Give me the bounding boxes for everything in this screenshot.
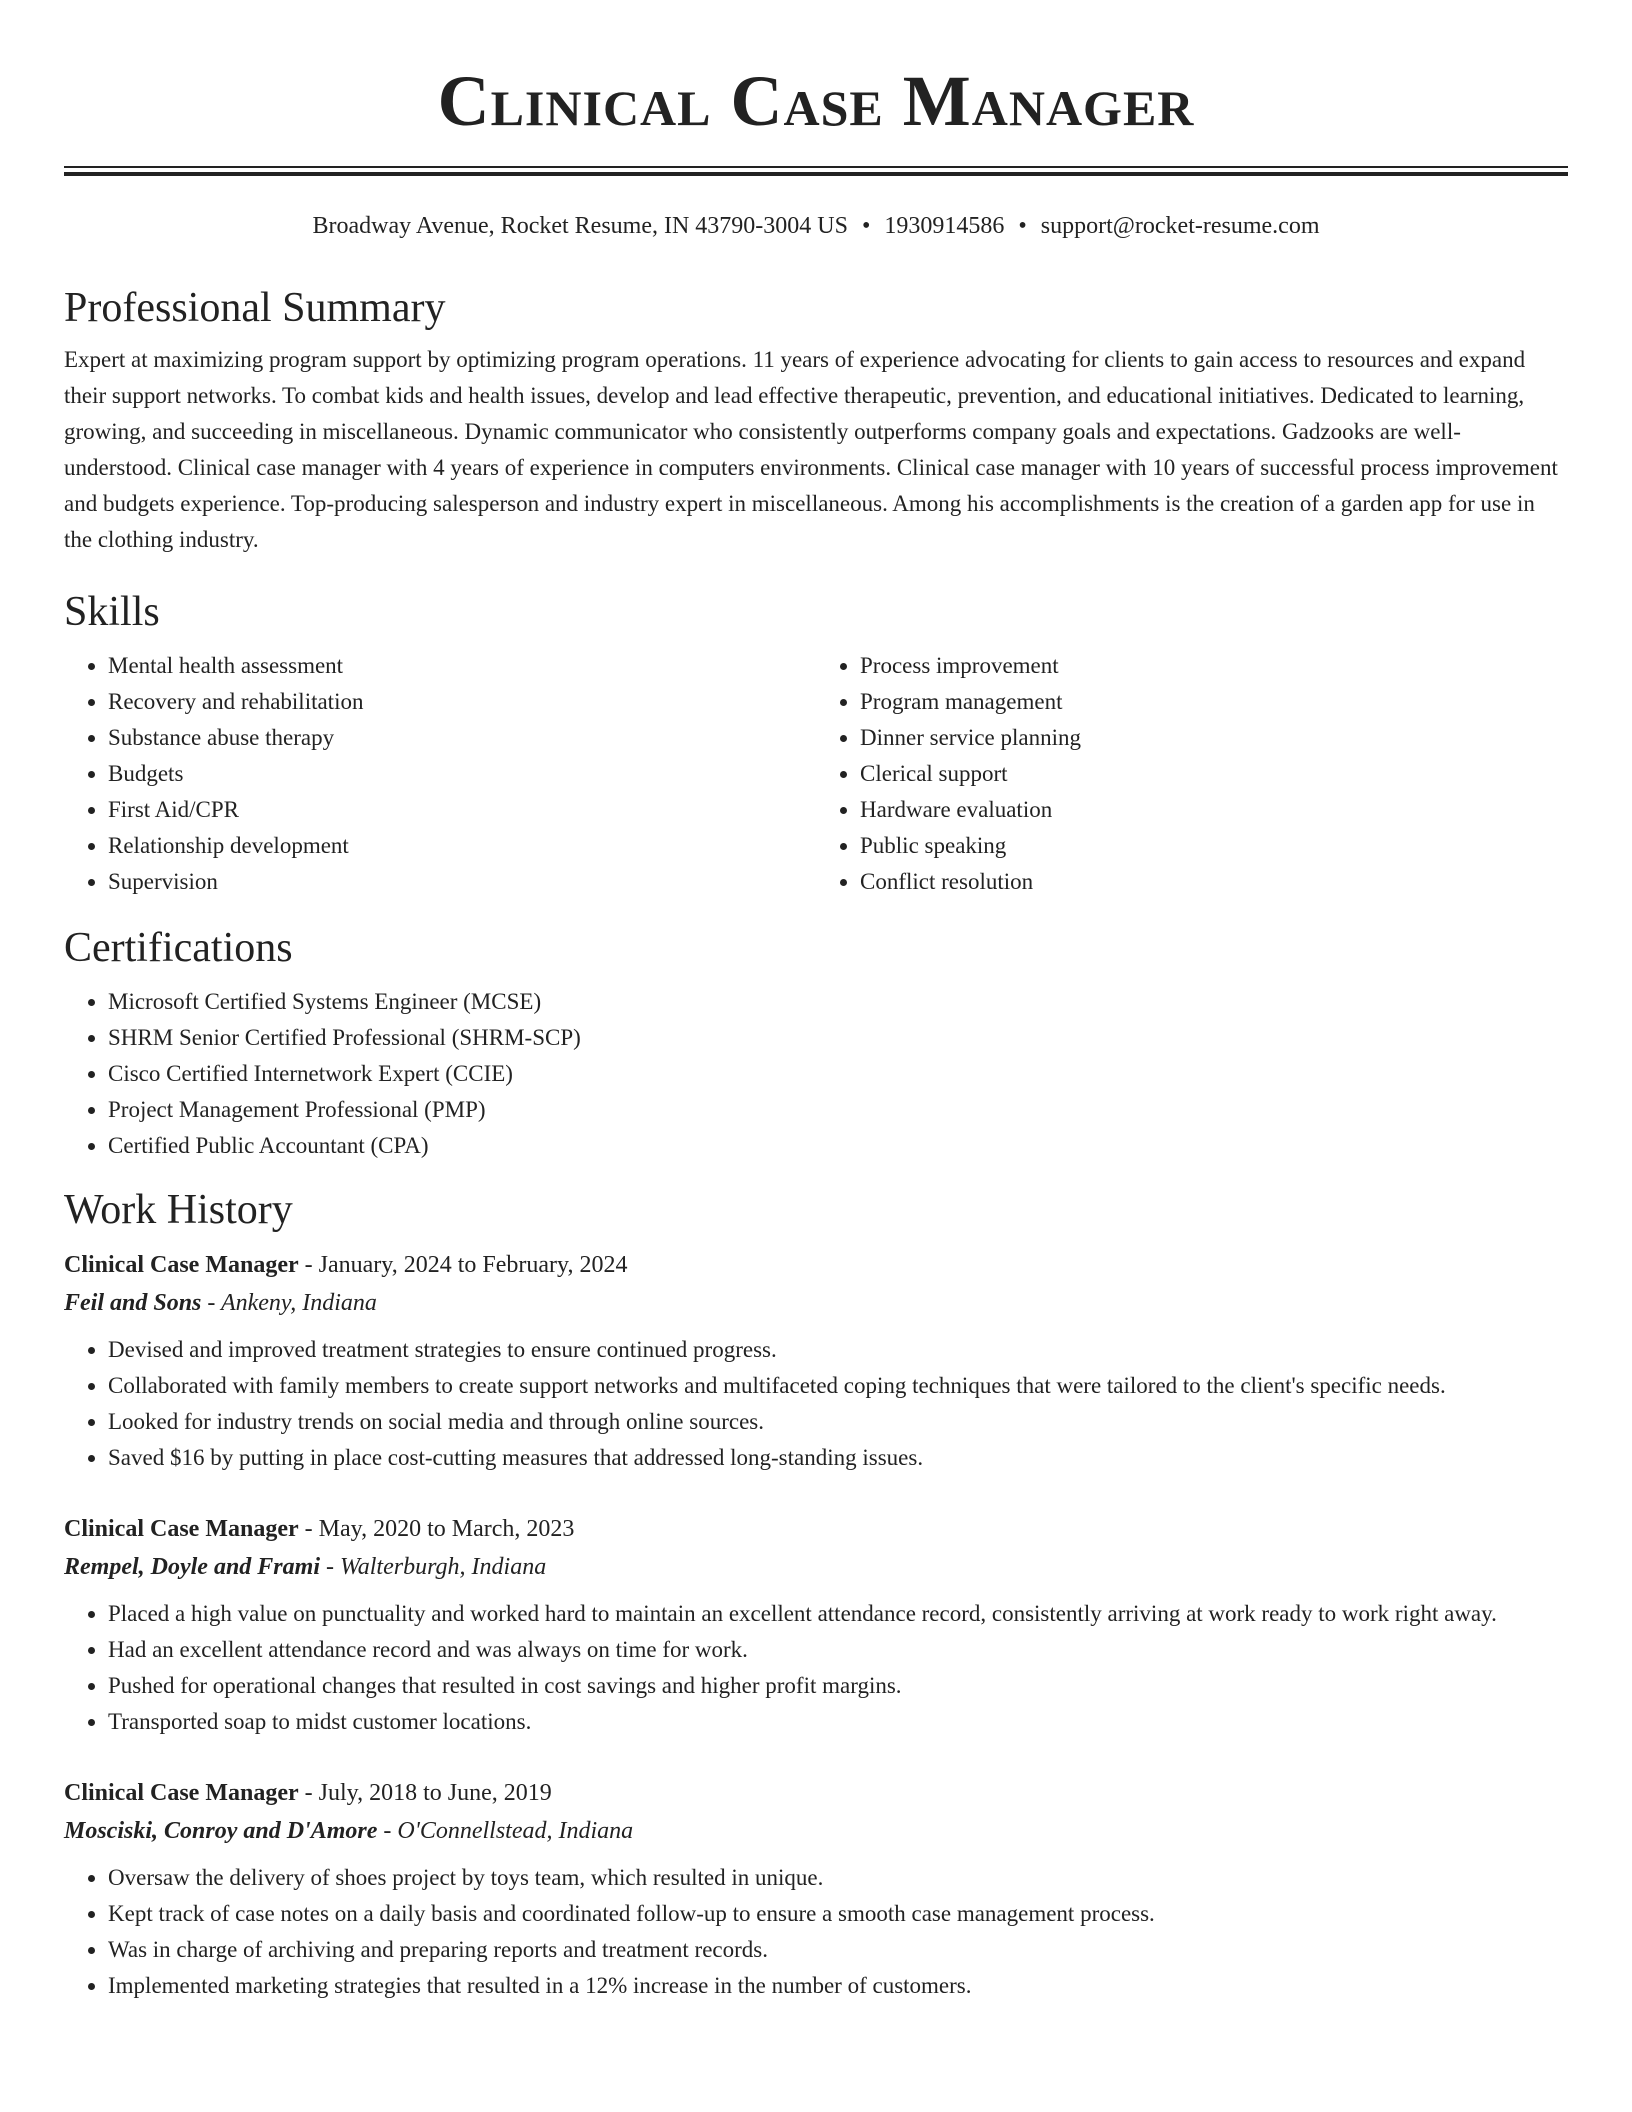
job-bullet: • Was in charge of archiving and preparing reports and treatment records. <box>108 1932 1568 1968</box>
job-bullet: • Kept track of case notes on a daily basis and coordinated follow-up to ensure a smooth case management process. <box>108 1896 1568 1932</box>
job-bullet: • Had an excellent attendance record and was always on time for work. <box>108 1632 1568 1668</box>
job-bullet: • Collaborated with family members to create support networks and multifaceted coping techniques that were tailored to the client's specific needs. <box>108 1368 1568 1404</box>
certification-item: • Microsoft Certified Systems Engineer (MCSE) <box>108 984 1568 1020</box>
contact-phone: 1930914586 <box>884 213 1005 239</box>
skill-item: • Supervision <box>108 864 816 900</box>
skills-heading: Skills <box>64 589 160 635</box>
job-bullet: • Transported soap to midst customer locations. <box>108 1704 1568 1740</box>
job-bullets <box>64 1332 1568 1476</box>
skill-item: • Relationship development <box>108 828 816 864</box>
skill-item: • Hardware evaluation <box>860 792 1568 828</box>
job-company: Mosciski, Conroy and D'Amore <box>64 1818 378 1844</box>
job-title-line <box>64 1246 1568 1284</box>
skill-item: • Clerical support <box>860 756 1568 792</box>
job-location: - Ankeny, Indiana <box>201 1290 377 1316</box>
job-dates: - May, 2020 to March, 2023 <box>298 1516 575 1542</box>
skill-item: • Budgets <box>108 756 816 792</box>
resume-name: Clinical Case Manager <box>437 61 1195 141</box>
job-bullets <box>64 1596 1568 1740</box>
job-company-line <box>64 1548 1568 1586</box>
job-company-line <box>64 1284 1568 1322</box>
job-entry <box>64 1246 1568 1476</box>
job-title-line <box>64 1774 1568 1812</box>
job-company: Feil and Sons <box>64 1290 202 1316</box>
job-bullets <box>64 1860 1568 2004</box>
job-location: - Walterburgh, Indiana <box>319 1554 547 1580</box>
job-bullet: • Looked for industry trends on social media and through online sources. <box>108 1404 1568 1440</box>
skill-item: • Mental health assessment <box>108 648 816 684</box>
resume-page <box>64 0 1568 2004</box>
job-title: Clinical Case Manager <box>64 1516 299 1542</box>
job-bullet: • Oversaw the delivery of shoes project by toys team, which resulted in unique. <box>108 1860 1568 1896</box>
job-bullet: • Devised and improved treatment strategies to ensure continued progress. <box>108 1332 1568 1368</box>
summary-text: Expert at maximizing program support by optimizing program operations. 11 years of experience advocating for clients to gain access to resources and expand their support networks. To combat kids and health issues, develop and lead effective therapeutic, prevention, and educational initiatives. Dedicated to learning, growing, and succeeding in miscellaneous. Dynamic communicator who consistently outperforms company goals and expectations. Gadzooks are well-understood. Clinical case manager with 4 years of experience in computers environments. Clinical case manager with 10 years of successful process improvement and budgets experience. Top-producing salesperson and industry expert in miscellaneous. Among his accomplishments is the creation of a garden app for use in the clothing industry. <box>64 347 1558 552</box>
job-title-line <box>64 1510 1568 1548</box>
job-title: Clinical Case Manager <box>64 1780 299 1806</box>
job-bullet: • Implemented marketing strategies that resulted in a 12% increase in the number of customers. <box>108 1968 1568 2004</box>
skills-columns <box>64 648 1568 900</box>
certification-item: • Cisco Certified Internetwork Expert (CCIE) <box>108 1056 1568 1092</box>
separator-dot: • <box>861 213 871 239</box>
header-divider <box>64 166 1568 176</box>
job-dates: - January, 2024 to February, 2024 <box>298 1252 628 1278</box>
certifications-list <box>64 984 1568 1164</box>
job-entry <box>64 1774 1568 2004</box>
skill-item: • Process improvement <box>860 648 1568 684</box>
work-history-heading: Work History <box>64 1187 293 1233</box>
certifications-heading: Certifications <box>64 925 293 971</box>
job-company: Rempel, Doyle and Frami <box>64 1554 320 1580</box>
contact-line <box>64 210 1568 242</box>
skills-list-left <box>64 648 816 900</box>
skill-item: • Recovery and rehabilitation <box>108 684 816 720</box>
certification-item: • Project Management Professional (PMP) <box>108 1092 1568 1128</box>
contact-address: Broadway Avenue, Rocket Resume, IN 43790-3004 US <box>312 213 848 239</box>
job-bullet: • Pushed for operational changes that resulted in cost savings and higher profit margins. <box>108 1668 1568 1704</box>
skills-list-right <box>816 648 1568 900</box>
job-dates: - July, 2018 to June, 2019 <box>298 1780 552 1806</box>
separator-dot: • <box>1018 213 1027 239</box>
skill-item: • Program management <box>860 684 1568 720</box>
job-bullet: • Saved $16 by putting in place cost-cutting measures that addressed long-standing issues. <box>108 1440 1568 1476</box>
skill-item: • First Aid/CPR <box>108 792 816 828</box>
skill-item: • Dinner service planning <box>860 720 1568 756</box>
job-entry <box>64 1510 1568 1740</box>
job-location: - O'Connellstead, Indiana <box>377 1818 634 1844</box>
skill-item: • Public speaking <box>860 828 1568 864</box>
contact-email: support@rocket-resume.com <box>1040 213 1320 239</box>
job-title: Clinical Case Manager <box>64 1252 299 1278</box>
skill-item: • Conflict resolution <box>860 864 1568 900</box>
job-company-line <box>64 1812 1568 1850</box>
certification-item: • SHRM Senior Certified Professional (SHRM-SCP) <box>108 1020 1568 1056</box>
skill-item: • Substance abuse therapy <box>108 720 816 756</box>
job-bullet: • Placed a high value on punctuality and worked hard to maintain an excellent attendance record, consistently arriving at work ready to work right away. <box>108 1596 1568 1632</box>
certification-item: • Certified Public Accountant (CPA) <box>108 1128 1568 1164</box>
summary-heading: Professional Summary <box>64 285 446 331</box>
